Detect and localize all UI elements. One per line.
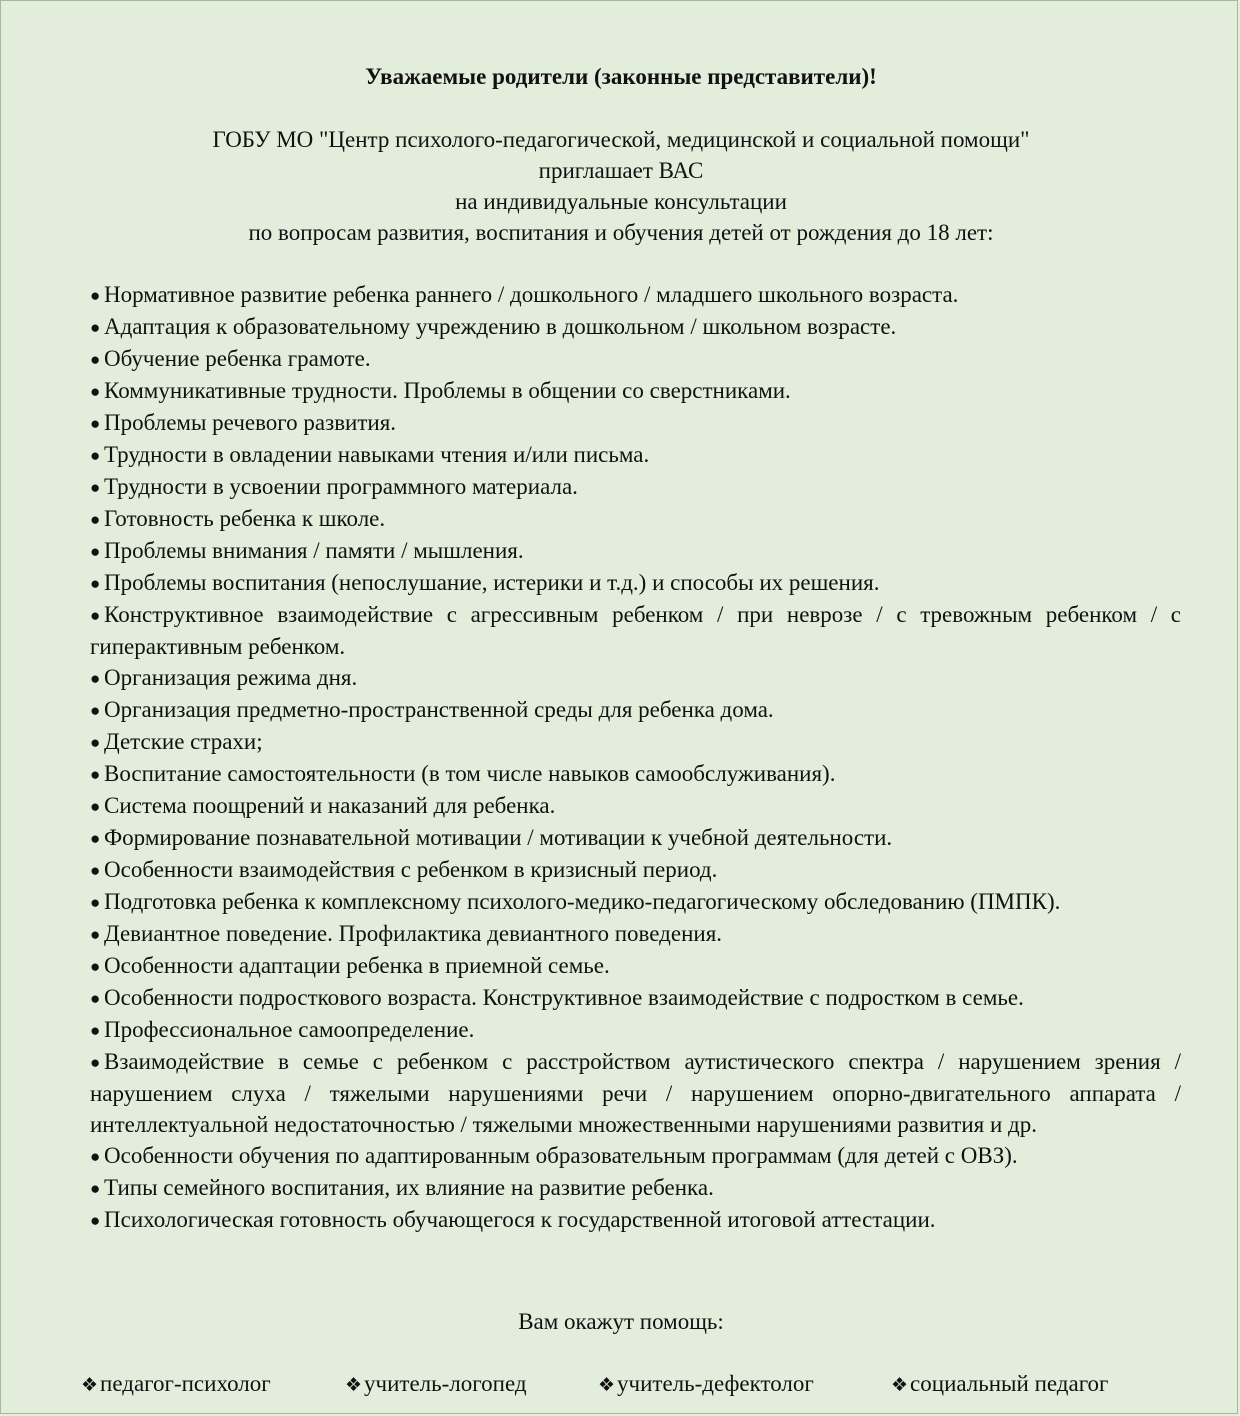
bullet-icon: ●	[90, 861, 101, 880]
bullet-icon: ●	[90, 733, 101, 752]
bullet-icon: ●	[90, 1053, 101, 1072]
bullet-icon: ●	[90, 478, 101, 497]
intro-organization: ГОБУ МО "Центр психолого-педагогической, медицинской и социальной помощи"	[212, 127, 1030, 152]
list-item	[90, 1172, 1181, 1204]
bullet-icon: ●	[90, 1021, 101, 1040]
specialist-item	[891, 1368, 1109, 1401]
bullet-icon: ●	[90, 1179, 101, 1198]
bullet-icon: ●	[90, 318, 101, 337]
list-item-text: Организация режима дня.	[104, 665, 358, 690]
bullet-icon: ●	[90, 669, 101, 688]
specialist-item	[598, 1368, 814, 1401]
list-item-text: Трудности в овладении навыками чтения и/или письма.	[104, 442, 650, 467]
bullet-icon: ●	[90, 989, 101, 1008]
specialist-item	[345, 1368, 527, 1401]
list-item	[90, 279, 1181, 311]
list-item-text: Типы семейного воспитания, их влияние на развитие ребенка.	[104, 1175, 714, 1200]
list-item-text: Детские страхи;	[104, 729, 263, 754]
list-item	[90, 950, 1181, 982]
list-item-text: Адаптация к образовательному учреждению в дошкольном / школьном возрасте.	[104, 314, 897, 339]
diamond-icon: ❖	[891, 1374, 909, 1396]
list-item	[90, 1204, 1181, 1236]
intro-block	[1, 124, 1240, 248]
bullet-icon: ●	[90, 446, 101, 465]
list-item	[90, 1014, 1181, 1046]
bullet-icon: ●	[90, 286, 101, 305]
list-item-text: Проблемы внимания / памяти / мышления.	[104, 538, 524, 563]
intro-invitation: приглашает ВАС	[538, 158, 704, 183]
list-item	[90, 726, 1181, 758]
list-item	[90, 822, 1181, 854]
list-item-text: Психологическая готовность обучающегося к государственной итоговой аттестации.	[104, 1207, 936, 1232]
list-item-text: Формирование познавательной мотивации / мотивации к учебной деятельности.	[104, 825, 893, 850]
list-item-text: Особенности адаптации ребенка в приемной семье.	[104, 953, 610, 978]
list-item-text: Готовность ребенка к школе.	[104, 506, 386, 531]
list-item	[90, 311, 1181, 343]
list-item	[90, 1140, 1181, 1172]
help-heading: Вам окажут помощь:	[518, 1309, 724, 1334]
bullet-icon: ●	[90, 701, 101, 720]
list-item-text: Особенности обучения по адаптированным образовательным программам (для детей с ОВЗ).	[104, 1143, 1018, 1168]
list-item-text: Девиантное поведение. Профилактика девиантного поведения.	[104, 921, 723, 946]
list-item	[90, 662, 1181, 694]
diamond-icon: ❖	[81, 1374, 99, 1396]
list-item	[90, 343, 1181, 375]
bullet-icon: ●	[90, 574, 101, 593]
specialist-item	[81, 1368, 271, 1401]
page-title: Уважаемые родители (законные представители)!	[365, 64, 877, 89]
list-item-text: Трудности в усвоении программного материала.	[104, 474, 578, 499]
specialist-label: педагог-психолог	[100, 1371, 271, 1396]
bullet-icon: ●	[90, 542, 101, 561]
list-item	[90, 886, 1181, 918]
list-item-text: Конструктивное взаимодействие с агрессивным ребенком / при неврозе / с тревожным ребенком / с гиперактивным ребенком.	[90, 602, 1181, 659]
intro-topics-lead: по вопросам развития, воспитания и обучения детей от рождения до 18 лет:	[248, 220, 994, 245]
list-item-text: Взаимодействие в семье с ребенком с расстройством аутистического спектра / нарушением зрения / нарушением слуха / тяжелыми нарушениями речи / нарушением опорно-двигательного аппарата / интеллектуальной недостаточностью / тяжелыми множественными нарушениями развития и др.	[90, 1049, 1181, 1137]
list-item	[90, 918, 1181, 950]
list-item	[90, 535, 1181, 567]
bullet-icon: ●	[90, 797, 101, 816]
diamond-icon: ❖	[345, 1374, 363, 1396]
list-item	[90, 567, 1181, 599]
list-item	[90, 982, 1181, 1014]
specialist-label: учитель-логопед	[364, 1371, 527, 1396]
list-item	[90, 790, 1181, 822]
list-item	[90, 694, 1181, 726]
topics-list	[90, 279, 1181, 1236]
bullet-icon: ●	[90, 1147, 101, 1166]
bullet-icon: ●	[90, 350, 101, 369]
list-item-text: Особенности взаимодействия с ребенком в кризисный период.	[104, 857, 718, 882]
list-item-text: Коммуникативные трудности. Проблемы в общении со сверстниками.	[104, 378, 791, 403]
bullet-icon: ●	[90, 510, 101, 529]
list-item	[90, 439, 1181, 471]
bullet-icon: ●	[90, 957, 101, 976]
list-item	[90, 1046, 1181, 1140]
list-item-text: Нормативное развитие ребенка раннего / дошкольного / младшего школьного возраста.	[104, 282, 959, 307]
list-item-text: Особенности подросткового возраста. Конструктивное взаимодействие с подростком в семье.	[104, 985, 1024, 1010]
specialist-label: социальный педагог	[910, 1371, 1109, 1396]
bullet-icon: ●	[90, 765, 101, 784]
list-item	[90, 599, 1181, 662]
list-item-text: Подготовка ребенка к комплексному психолого-медико-педагогическому обследованию (ПМПК).	[104, 889, 1061, 914]
bullet-icon: ●	[90, 893, 101, 912]
list-item	[90, 471, 1181, 503]
list-item-text: Обучение ребенка грамоте.	[104, 346, 371, 371]
list-item-text: Воспитание самостоятельности (в том числе навыков самообслуживания).	[104, 761, 836, 786]
list-item	[90, 503, 1181, 535]
list-item	[90, 407, 1181, 439]
list-item	[90, 854, 1181, 886]
list-item	[90, 758, 1181, 790]
bullet-icon: ●	[90, 925, 101, 944]
bullet-icon: ●	[90, 829, 101, 848]
intro-consultations: на индивидуальные консультации	[455, 189, 787, 214]
diamond-icon: ❖	[598, 1374, 616, 1396]
bullet-icon: ●	[90, 382, 101, 401]
bullet-icon: ●	[90, 606, 101, 625]
list-item-text: Организация предметно-пространственной среды для ребенка дома.	[104, 697, 774, 722]
bullet-icon: ●	[90, 414, 101, 433]
bullet-icon: ●	[90, 1211, 101, 1230]
list-item-text: Профессиональное самоопределение.	[104, 1017, 475, 1042]
list-item-text: Проблемы речевого развития.	[104, 410, 397, 435]
list-item-text: Система поощрений и наказаний для ребенка.	[104, 793, 556, 818]
list-item	[90, 375, 1181, 407]
list-item-text: Проблемы воспитания (непослушание, истерики и т.д.) и способы их решения.	[104, 570, 880, 595]
specialist-label: учитель-дефектолог	[617, 1371, 814, 1396]
